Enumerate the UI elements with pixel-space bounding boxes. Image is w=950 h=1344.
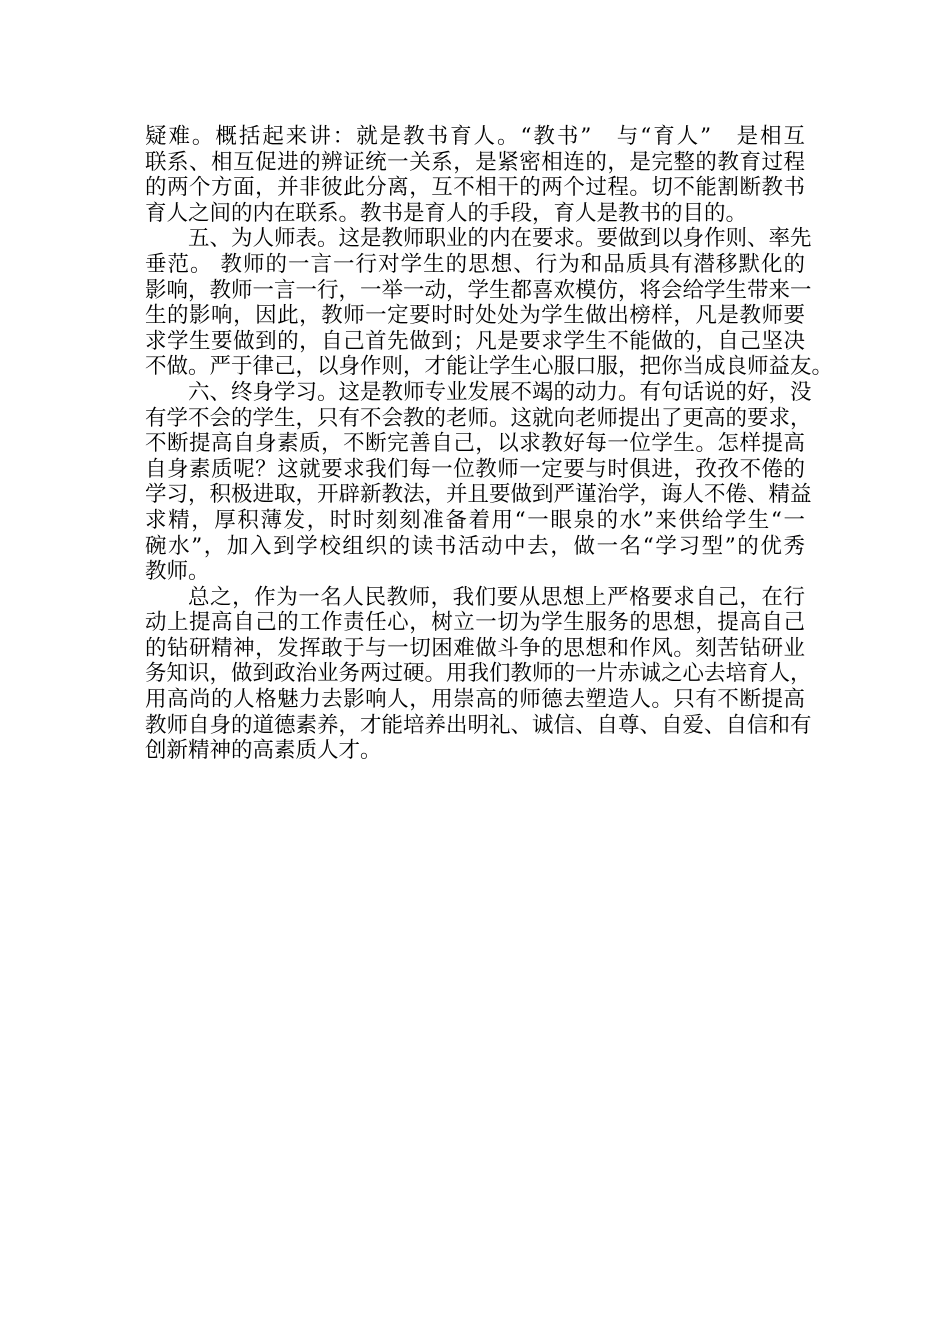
text-line: 有学不会的学生，只有不会教的老师。这就向老师提出了更高的要求， [145, 405, 812, 431]
paragraph-teaching-education [145, 124, 805, 226]
text-line: 影响，教师一言一行，一举一动，学生都喜欢模仿，将会给学生带来一 [145, 277, 812, 303]
document-body [145, 124, 834, 764]
text-line: 务知识，做到政治业务两过硬。用我们教师的一片赤诚之心去培育人， [145, 661, 812, 687]
text-line: 生的影响，因此，教师一定要时时处处为学生做出榜样，凡是教师要 [145, 303, 805, 329]
text-line: 求学生要做到的，自己首先做到；凡是要求学生不能做的，自己坚决 [145, 328, 805, 354]
paragraph-lifelong-learning [145, 379, 812, 585]
text-line: 的两个方面，并非彼此分离，互不相干的两个过程。切不能割断教书 [145, 175, 805, 201]
text-line: 教师。 [145, 559, 210, 585]
text-line: 联系、相互促进的辨证统一关系，是紧密相连的，是完整的教育过程 [145, 149, 805, 175]
text-line: 育人之间的内在联系。教书是育人的手段，育人是教书的目的。 [145, 200, 748, 226]
text-line: 创新精神的高素质人才。 [145, 738, 382, 764]
text-line: 动上提高自己的工作责任心，树立一切为学生服务的思想，提高自己 [145, 610, 805, 636]
text-line: 自身素质呢？这就要求我们每一位教师一定要与时俱进，孜孜不倦的 [145, 456, 805, 482]
text-line: 不做。严于律己，以身作则，才能让学生心服口服，把你当成良师益友。 [145, 354, 834, 380]
text-line: 教师自身的道德素养，才能培养出明礼、诚信、自尊、自爱、自信和有 [145, 712, 812, 738]
text-line: 求精，厚积薄发，时时刻刻准备着用“一眼泉的水”来供给学生“一 [145, 507, 805, 533]
paragraph-role-model [145, 226, 834, 380]
text-line: 六、终身学习。这是教师专业发展不竭的动力。有句话说的好，没 [188, 379, 812, 405]
text-line: 的钻研精神，发挥敢于与一切困难做斗争的思想和作风。刻苦钻研业 [145, 635, 805, 661]
text-line: 总之，作为一名人民教师，我们要从思想上严格要求自己，在行 [188, 584, 805, 610]
text-line: 碗水”，加入到学校组织的读书活动中去，做一名“学习型”的优秀 [145, 533, 805, 559]
text-line: 不断提高自身素质，不断完善自己，以求教好每一位学生。怎样提高 [145, 431, 805, 457]
text-line: 学习，积极进取，开辟新教法，并且要做到严谨治学，诲人不倦、精益 [145, 482, 812, 508]
text-line: 用高尚的人格魅力去影响人，用崇高的师德去塑造人。只有不断提高 [145, 687, 805, 713]
text-line: 五、为人师表。这是教师职业的内在要求。要做到以身作则、率先 [188, 226, 812, 252]
text-line: 疑难。概括起来讲：就是教书育人。“教书” 与“育人” 是相互 [145, 124, 805, 149]
text-line: 垂范。 教师的一言一行对学生的思想、行为和品质具有潜移默化的 [145, 251, 805, 277]
paragraph-conclusion [145, 584, 812, 764]
